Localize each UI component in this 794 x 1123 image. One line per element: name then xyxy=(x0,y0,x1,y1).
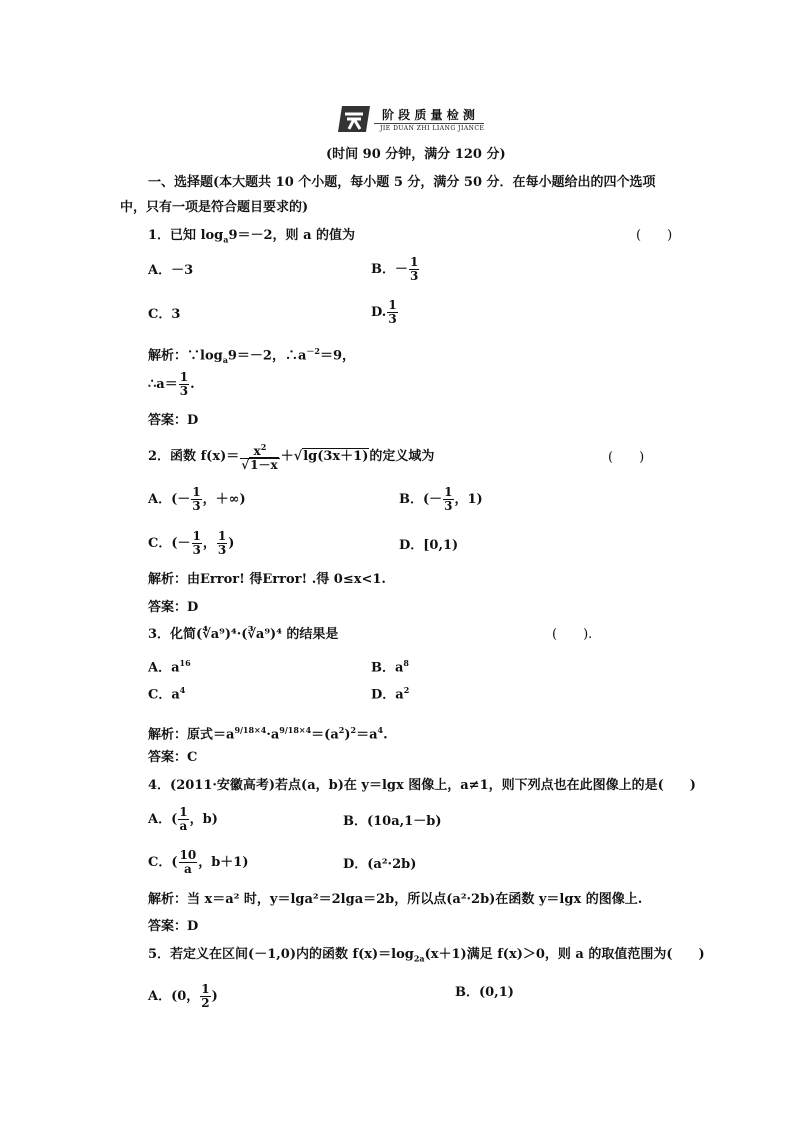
q2-option-a: A．(－ $\frac{1}{3}$ ，＋∞) xyxy=(148,485,246,513)
q1-solution-line1: 解析：$\because\log_a9=-2$，$\therefore a^{-2}=9$， xyxy=(148,346,356,365)
section-subtitle: JIE DUAN ZHI LIANG JIANCE xyxy=(380,125,485,132)
time-note: (时间 90 分钟，满分 120 分) xyxy=(326,147,506,162)
q3-option-b: B．$a^8$ xyxy=(371,658,409,676)
q4-answer: 答案：D xyxy=(148,919,199,934)
q1-option-c: C．3 xyxy=(148,307,181,322)
q4-solution: 解析：当 x＝a² 时，y＝lga²＝2lga＝2b，所以点(a²·2b)在函数 y＝lgx 的图像上. xyxy=(148,892,643,907)
section-heading-line2: 中，只有一项是符合题目要求的) xyxy=(120,200,309,215)
q4-option-c: C．( $\frac{10}{a}$ ，b＋1) xyxy=(148,848,249,876)
q2-stem: 2．函数 f(x)＝ $\frac{x^2}{√1-x}$ ＋√lg(3x＋1)的定义域为 xyxy=(148,442,435,472)
q1-stem: 1．已知 $\log_a9=-2$，则 a 的值为 xyxy=(148,228,356,245)
q2-answer: 答案：D xyxy=(148,600,199,615)
q3-solution: 解析：原式$=a^{9/18\times 4}\cdot a^{9/18\times 4}=(a^2)^2=a^4$. xyxy=(148,725,388,743)
q3-option-a: A．$a^{16}$ xyxy=(148,658,191,676)
q3-stem: 3．化简(∜a⁹)⁴·(∛a⁹)⁴ 的结果是 xyxy=(148,627,339,642)
q2-solution: 解析：由Error! 得Error! .得 0≤x<1. xyxy=(148,572,386,587)
q1-solution-line2: ∴a＝ $\frac{1}{3}$ . xyxy=(148,370,195,398)
q3-option-d: D．$a^2$ xyxy=(371,685,410,703)
q5-option-a: A．(0， $\frac{1}{2}$ ) xyxy=(148,982,218,1010)
q5-option-b: B．(0,1) xyxy=(455,985,514,1000)
section-title: 阶 段 质 量 检 测 xyxy=(382,108,475,122)
q2-option-b: B．(－ $\frac{1}{3}$ ，1) xyxy=(399,485,483,513)
q1-option-d: D. $\frac{1}{3}$ xyxy=(371,298,397,326)
q2-option-d: D．[0,1) xyxy=(399,538,459,553)
header-divider xyxy=(374,123,484,124)
q4-option-d: D．(a²·2b) xyxy=(343,857,417,872)
q3-answer: 答案：C xyxy=(148,750,198,765)
q3-option-c: C．$a^4$ xyxy=(148,685,186,703)
q2-option-c: C．(－ $\frac{1}{3}$ ， $\frac{1}{3}$ ) xyxy=(148,529,235,557)
q4-option-b: B．(10a,1－b) xyxy=(343,814,442,829)
q1-answer: 答案：D xyxy=(148,413,199,428)
q3-answer-paren: ( ). xyxy=(552,627,593,642)
q2-answer-paren: ( ) xyxy=(608,450,645,465)
logo-icon xyxy=(336,104,372,134)
q1-answer-paren: ( ) xyxy=(636,228,673,243)
section-heading-line1: 一、选择题(本大题共 10 个小题，每小题 5 分，满分 50 分．在每小题给出的四个选项 xyxy=(148,175,656,190)
q1-option-a: A．－3 xyxy=(148,263,194,278)
q1-option-b: B．－ $\frac{1}{3}$ xyxy=(371,255,419,283)
q4-option-a: A．( $\frac{1}{a}$ ，b) xyxy=(148,805,218,833)
q4-stem: 4．(2011·安徽高考)若点(a，b)在 y＝lgx 图像上，a≠1，则下列点也在此图像上的是( ) xyxy=(148,778,696,793)
q5-stem: 5．若定义在区间(－1,0)内的函数 $f(x)=\log_{2a}(x+1)$满足 f(x)＞0，则 a 的取值范围为( ) xyxy=(148,947,705,964)
